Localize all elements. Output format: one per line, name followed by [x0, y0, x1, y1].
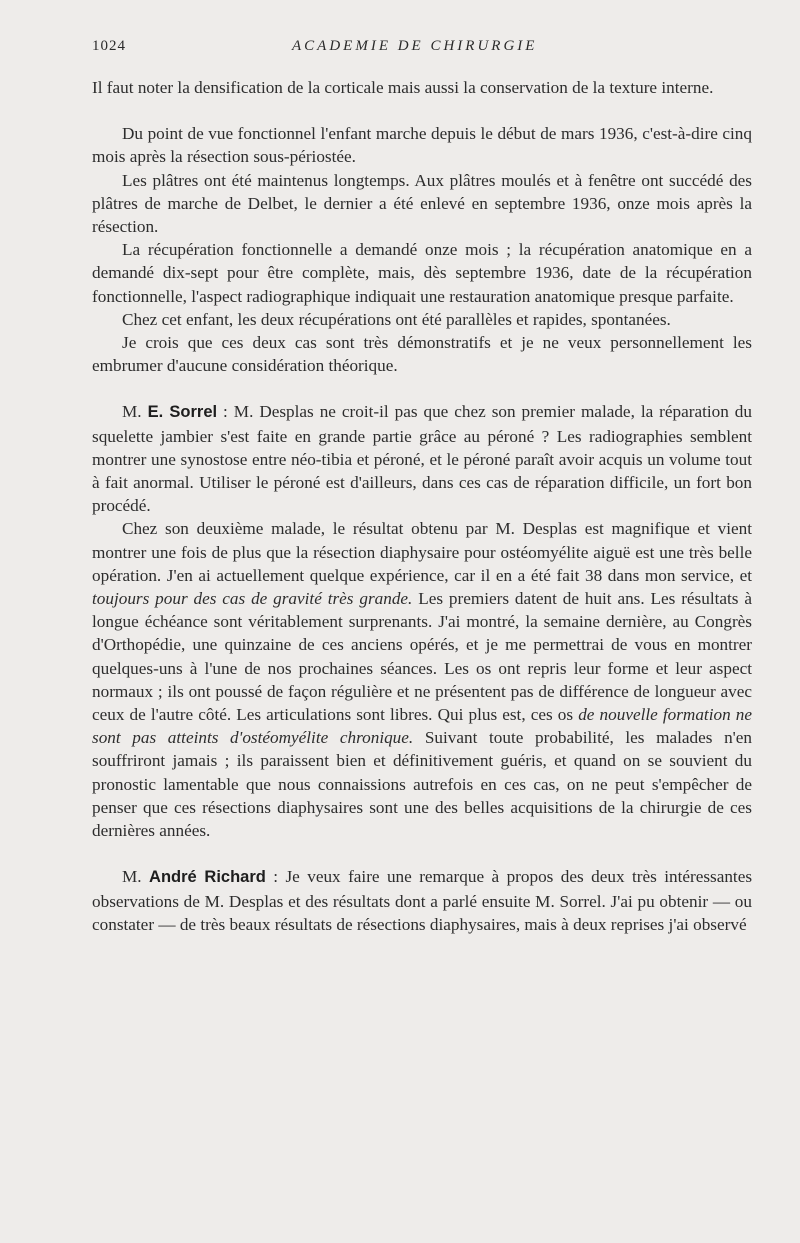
italic-run: toujours pour des cas de gravité très grande.	[92, 589, 413, 609]
text-run: Les premiers datent de huit ans. Les résultats à longue échéance sont véritablement surprenants. J'ai montré, la semaine dernière, au Congrès d'Orthopédie, une quinzaine de ces anciens opérés, et je me permettrai de vous en montrer quelques-uns à l'une de nos prochaines séances. Les os ont repris leur forme et leur aspect normaux ; ils ont poussé de façon régulière et ne présentent pas de différence de longueur avec ceux de l'autre côté. Les articulations sont libres. Qui plus est, ces os	[92, 589, 752, 725]
text-run: Suivant toute probabilité, les malades n'en souffriront jamais ; ils paraissent bien et définitivement guéris, et quand on se souvient du pronostic lamentable que nous connaissions autrefois en ces cas, on ne peut s'empêcher de penser que ces résections diaphysaires sont une des belles acquisitions de la chirurgie de ces dernières années.	[92, 728, 753, 841]
paragraph: Chez cet enfant, les deux récupérations ont été parallèles et rapides, spontanées.	[122, 309, 671, 329]
paragraph: La récupération fonctionnelle a demandé onze mois ; la récupération anatomique en a demandé dix-sept pour être complète, mais, dès septembre 1936, date de la récupération fonctionnelle, l'aspect radiographique indiquait une restauration anatomique presque parfaite.	[92, 240, 752, 306]
richard-intervention	[92, 865, 752, 936]
paragraph-text: : M. Desplas ne croit-il pas que chez son premier malade, la réparation du squelette jambier s'est faite en grande partie grâce au péroné ? Les radiographies semblent montrer une synostose entre néo-tibia et péroné, et le péroné paraît avoir acquis un volume tout à fait anormal. Utiliser le péroné est d'ailleurs, dans ces cas de réparation difficile, un fort bon procédé.	[92, 402, 752, 516]
paragraph-text: : Je veux faire une remarque à propos des deux très intéressantes observations de M. Desplas et des résultats dont a parlé ensuite M. Sorrel. J'ai pu obtenir — ou constater — de très beaux résultats de résections diaphysaires, mais à deux reprises j'ai observé	[92, 867, 753, 934]
body-text	[92, 76, 752, 936]
paragraph: Je crois que ces deux cas sont très démonstratifs et je ne veux personnellement les embrumer d'aucune considération théorique.	[92, 333, 752, 376]
paragraph	[92, 517, 752, 842]
text-run: Chez son deuxième malade, le résultat obtenu par M. Desplas est magnifique et vient montrer une fois de plus que la résection diaphysaire pour ostéomyélite aiguë est une très belle opération. J'en ai actuellement quelque expérience, car il en a été fait 38 dans mon service, et	[92, 519, 752, 585]
paragraph: Les plâtres ont été maintenus longtemps. Aux plâtres moulés et à fenêtre ont succédé des plâtres de marche de Delbet, le dernier a été enlevé en septembre 1936, onze mois après la résection.	[92, 170, 752, 237]
speaker-name: E. Sorrel	[147, 403, 218, 422]
speaker-name: André Richard	[149, 868, 266, 887]
running-title: ACADEMIE DE CHIRURGIE	[292, 38, 538, 54]
sorrel-intervention	[92, 400, 752, 517]
italic-run: de nouvelle formation ne sont pas atteints d'ostéomyélite chronique.	[92, 705, 752, 748]
page-header	[92, 34, 752, 64]
page-number: 1024	[92, 38, 126, 54]
speaker-title: M.	[122, 402, 142, 422]
speaker-title: M.	[122, 867, 142, 887]
paragraph: Du point de vue fonctionnel l'enfant marche depuis le début de mars 1936, c'est-à-dire cinq mois après la résection sous-périostée.	[92, 124, 752, 167]
paragraph: Il faut noter la densification de la corticale mais aussi la conservation de la texture interne.	[92, 78, 714, 97]
